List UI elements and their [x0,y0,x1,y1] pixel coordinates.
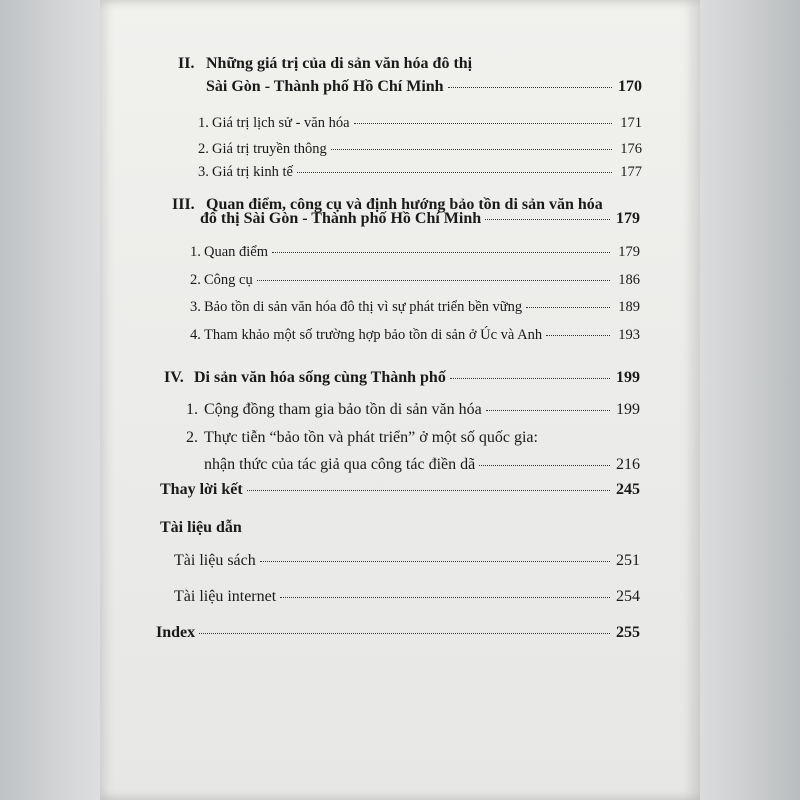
item-label: Công cụ [204,272,253,288]
item-number: 2. [186,429,198,446]
toc-item[interactable] [198,141,642,158]
item-label-line2: nhận thức của tác giả qua công tác điền dã [204,456,476,473]
section-title-line2: Sài Gòn - Thành phố Hồ Chí Minh [206,78,444,95]
toc-item[interactable] [174,552,640,570]
index-label: Index [156,624,196,641]
references-label: Tài liệu dẫn [160,519,242,536]
background-left [0,0,100,800]
toc-item[interactable] [190,299,640,316]
page-number: 245 [616,481,640,498]
page-number: 216 [616,456,640,473]
toc-conclusion[interactable] [160,481,640,499]
leader-dots [247,489,610,491]
leader-dots [526,306,610,308]
toc-section-entry[interactable] [164,369,640,387]
item-label-line1: Thực tiễn “bảo tồn và phát triển” ở một số quốc gia: [204,429,538,446]
page-number: 254 [616,588,640,605]
item-label: Giá trị kinh tế [212,164,293,180]
leader-dots [546,334,610,336]
leader-dots [280,596,610,598]
item-label: Giá trị truyền thông [212,141,327,157]
toc-section-title [178,55,472,73]
item-number: 2. [198,141,209,157]
leader-dots [450,377,610,379]
leader-dots [354,122,612,124]
page-number: 176 [620,141,642,157]
item-label: Tham khảo một số trường hợp bảo tồn di sản ở Úc và Anh [204,327,543,343]
item-number: 1. [198,115,209,131]
item-number: 2. [190,272,201,288]
page-number: 255 [616,624,640,641]
conclusion-label: Thay lời kết [160,481,243,498]
page-number: 170 [618,78,642,95]
leader-dots [486,409,610,411]
leader-dots [448,86,612,88]
book-page [100,0,700,800]
section-number: II. [178,55,195,72]
page-number: 179 [616,210,640,227]
section-title-line2: đô thị Sài Gòn - Thành phố Hồ Chí Minh [200,210,482,227]
page-number: 186 [618,272,640,288]
item-number: 1. [190,244,201,260]
toc-item[interactable] [190,244,640,261]
section-title: Di sản văn hóa sống cùng Thành phố [194,369,446,386]
leader-dots [199,632,610,634]
toc-item[interactable] [174,588,640,606]
page-number: 189 [618,299,640,315]
leader-dots [260,560,610,562]
toc-item[interactable] [198,164,642,181]
toc-section-entry[interactable] [206,78,642,96]
toc-item[interactable] [186,401,640,419]
item-label: Cộng đồng tham gia bảo tồn di sản văn hóa [204,401,482,418]
item-number: 3. [198,164,209,180]
page-number: 193 [618,327,640,343]
item-number: 4. [190,327,201,343]
item-label: Bảo tồn di sản văn hóa đô thị vì sự phát triển bền vững [204,299,523,315]
item-label: Tài liệu sách [174,552,256,569]
section-number: III. [172,196,195,213]
leader-dots [257,279,610,281]
toc-item[interactable] [190,272,640,289]
toc-item[interactable] [190,327,640,344]
toc-item-line1 [186,429,538,447]
toc-index[interactable] [156,624,640,642]
background-right [700,0,800,800]
leader-dots [479,464,610,466]
toc-section-entry[interactable] [200,210,640,228]
page-number: 199 [616,369,640,386]
leader-dots [331,148,612,150]
page-number: 199 [616,401,640,418]
toc-references-heading [160,519,242,537]
page-number: 179 [618,244,640,260]
leader-dots [297,171,612,173]
section-number: IV. [164,369,184,386]
item-label: Quan điểm [204,244,269,260]
item-number: 3. [190,299,201,315]
toc-item[interactable] [198,115,642,132]
leader-dots [485,218,610,220]
item-label: Tài liệu internet [174,588,277,605]
page-number: 177 [620,164,642,180]
leader-dots [272,251,610,253]
section-title-line1: Quan điểm, công cụ và định hướng bảo tồn di sản văn hóa [206,196,603,213]
item-number: 1. [186,401,198,418]
item-label: Giá trị lịch sử - văn hóa [212,115,350,131]
toc-item[interactable] [204,456,640,474]
section-title-line1: Những giá trị của di sản văn hóa đô thị [206,55,473,72]
page-number: 171 [620,115,642,131]
page-number: 251 [616,552,640,569]
